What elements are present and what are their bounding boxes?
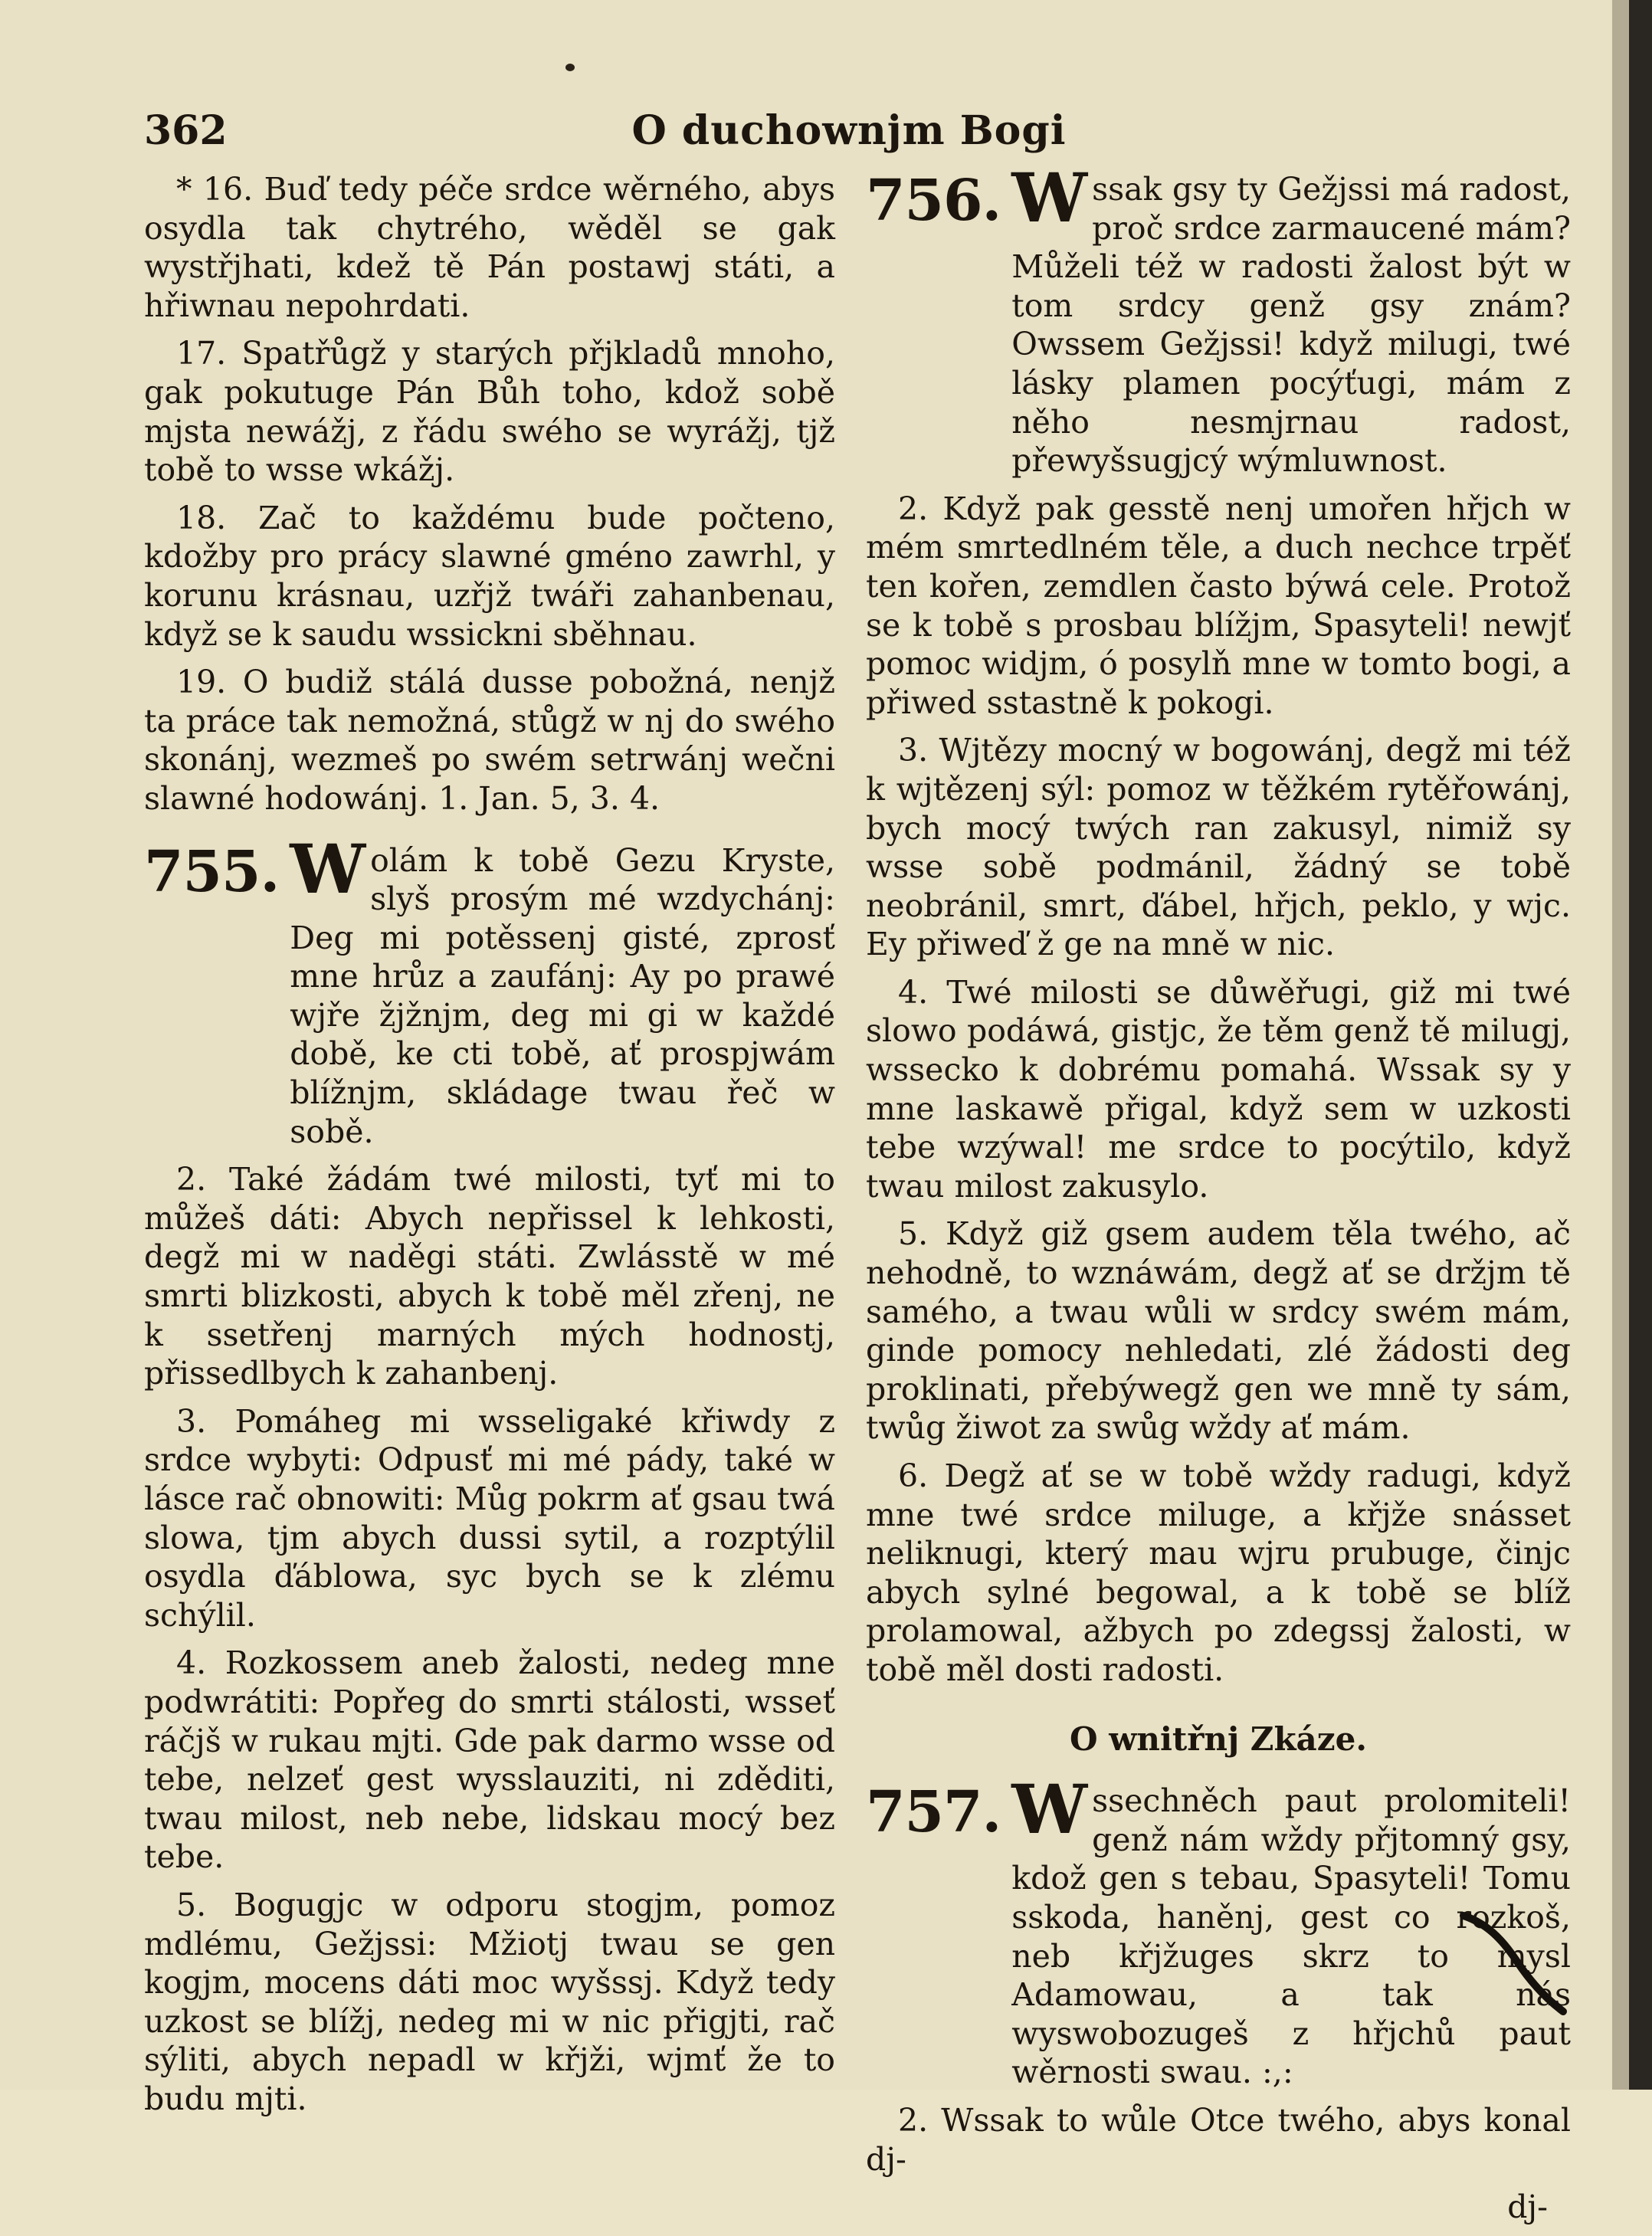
hymn-number: 757. bbox=[866, 1779, 1001, 1846]
verse-757-2: 2. Wssak to wůle Otce twého, abys konal dj- bbox=[866, 2101, 1571, 2178]
hymn-first-text: ssechněch paut prolomiteli! genž nám wždy přjtomný gsy, kdož gen s tebau, Spasyteli! Tomu sskoda, haněnj, gest co rozkoš, neb křjžuges skrz to mysl Adamowau, a tak nás wyswobozugeš z hřjchů paut wěrnosti swau. :,: bbox=[1011, 1782, 1571, 2091]
page-header bbox=[144, 107, 1554, 161]
verse-756-4: 4. Twé milosti se důwěřugi, giž mi twé slowo podáwá, gistjc, že těm genž tě milugj, wssecko k dobrému pomahá. Wssak sy y mne laskawě přigal, když sem w uzkosti tebe wzýwal! me srdce to pocýtilo, když twau milost zakusylo. bbox=[866, 973, 1571, 1205]
verse-756-5: 5. Když giž gsem audem těla twého, ač nehodně, to wznáwám, degž ať se držjm tě samého, a twau wůli w srdcy swém mám, ginde pomocy nehledati, zlé žádosti deg proklinati, přebýwegž gen we mně ty sám, twůg žiwot za swůg wždy ať mám. bbox=[866, 1215, 1571, 1447]
drop-cap: W bbox=[290, 828, 366, 909]
book-binding-edge bbox=[1629, 0, 1652, 2090]
verse-755-5: 5. Bogugjc w odporu stogjm, pomoz mdlému, Gežjssi: Mžiotj twau se gen kogjm, mocens dáti moc wyšssj. Když tedy uzkost se blížj, nedeg mi w nic přigjti, rač sýliti, abych nepadl w křjži, wjmť že to budu mjti. bbox=[144, 1886, 835, 2117]
page-edge-shadow bbox=[1612, 0, 1629, 2090]
hymn-756 bbox=[866, 158, 1571, 480]
page-number: 362 bbox=[144, 107, 228, 154]
hymn-first-stanza bbox=[290, 828, 835, 1152]
verse-754-19: 19. O budiž stálá dusse pobožná, nenjž ta práce tak nemožná, stůgž w nj do swého skonánj, wezmeš po swém setrwánj wečni slawné hodowánj. 1. Jan. 5, 3. 4. bbox=[144, 664, 835, 817]
hymn-number: 756. bbox=[866, 168, 1001, 234]
hymn-number: 755. bbox=[144, 838, 280, 905]
left-column bbox=[144, 170, 835, 2128]
drop-cap: W bbox=[1011, 1769, 1088, 1850]
hymn-755 bbox=[144, 828, 835, 1152]
catchword: dj- bbox=[1507, 2188, 1548, 2226]
verse-755-2: 2. Také žádám twé milosti, tyť mi to můžeš dáti: Abych nepřissel k lehkosti, degž mi w naděgi státi. Zwlásstě w mé smrti blizkosti, abych k tobě měl zřenj, ne k ssetřenj marných mých hodnostj, přissedlbych k zahanbenj. bbox=[144, 1161, 835, 1392]
verse-754-16: * 16. Buď tedy péče srdce wěrného, abys osydla tak chytrého, wěděl se gak wystřjhati, kdež tě Pán postawj státi, a hřiwnau nepohrdati. bbox=[144, 171, 835, 324]
verse-756-2: 2. Když pak gesstě nenj umořen hřjch w mém smrtedlném těle, a duch nechce trpěť ten kořen, zemdlen často býwá cele. Protož se k tobě s prosbau blížjm, Spasyteli! newjť pomoc widjm, ó posylň mne w tomto bogi, a přiwed sstastně k pokogi. bbox=[866, 490, 1571, 721]
verse-754-18: 18. Zač to každému bude počteno, kdožby pro prácy slawné gméno zawrhl, y korunu krásnau, uzřjž twáři zahanbenau, když se k saudu wssickni sběhnau. bbox=[144, 499, 835, 653]
ink-speck bbox=[565, 64, 575, 71]
hymn-first-text: olám k tobě Gezu Kryste, slyš prosým mé wzdychánj: Deg mi potěssenj gisté, zprosť mne hrůz a zaufánj: Ay po prawé wjře žjžnjm, deg mi gi w každé době, ke cti tobě, ať prospjwám blížnjm, skládage twau řeč w sobě. bbox=[290, 841, 835, 1150]
verse-756-6: 6. Degž ať se w tobě wždy radugi, když mne twé srdce miluge, a křjže snásset neliknugi, který mau wjru prubuge, činjc abych sylné begowal, a k tobě se blíž prolamowal, ažbych po zdegssj žalosti, w tobě měl dosti radosti. bbox=[866, 1457, 1571, 1688]
verse-755-3: 3. Pomáheg mi wsseligaké křiwdy z srdce wybyti: Odpusť mi mé pády, také w lásce rač obnowiti: Můg pokrm ať gsau twá slowa, tjm abych dussi sytil, a rozptýlil osydla ďáblowa, syc bych se k zlému schýlil. bbox=[144, 1402, 835, 1634]
ink-stroke-mark bbox=[1456, 1908, 1571, 2023]
drop-cap: W bbox=[1011, 158, 1088, 238]
section-heading: O wnitřnj Zkáze. bbox=[1070, 1720, 1367, 1758]
verse-756-3: 3. Wjtězy mocný w bogowánj, degž mi též k wjtězenj sýl: pomoz w těžkém rytěřowánj, bych mocý twých ran zakusyl, nimiž sy wsse sobě podmánil, žádný se tobě neobránil, smrt, ďábel, hřjch, peklo, y wjc. Ey přiweď ž ge na mně w nic. bbox=[866, 732, 1571, 963]
hymn-first-stanza bbox=[1011, 158, 1571, 480]
hymn-first-text: ssak gsy ty Gežjssi má radost, proč srdce zarmaucené mám? Můželi též w radosti žalost být w tom srdcy genž gsy znám? Owssem Gežjssi! když milugi, twé lásky plamen pocýťugi, mám z něho nesmjrnau radost, přewyšsugjcý wýmluwnost. bbox=[1011, 171, 1571, 480]
running-title: O duchownjm Bogi bbox=[631, 107, 1067, 154]
verse-754-17: 17. Spatřůgž y starých přjkladů mnoho, gak pokutuge Pán Bůh toho, kdož sobě mjsta newážj, z řádu swého se wyrážj, tjž tobě to wsse wkážj. bbox=[144, 335, 835, 489]
verse-755-4: 4. Rozkossem aneb žalosti, nedeg mne podwrátiti: Popřeg do smrti stálosti, wsseť ráčjš w rukau mjti. Gde pak darmo wsse od tebe, nelzeť gest wysslauziti, ni zděditi, twau milost, neb nebe, lidskau mocý bez tebe. bbox=[144, 1644, 835, 1876]
